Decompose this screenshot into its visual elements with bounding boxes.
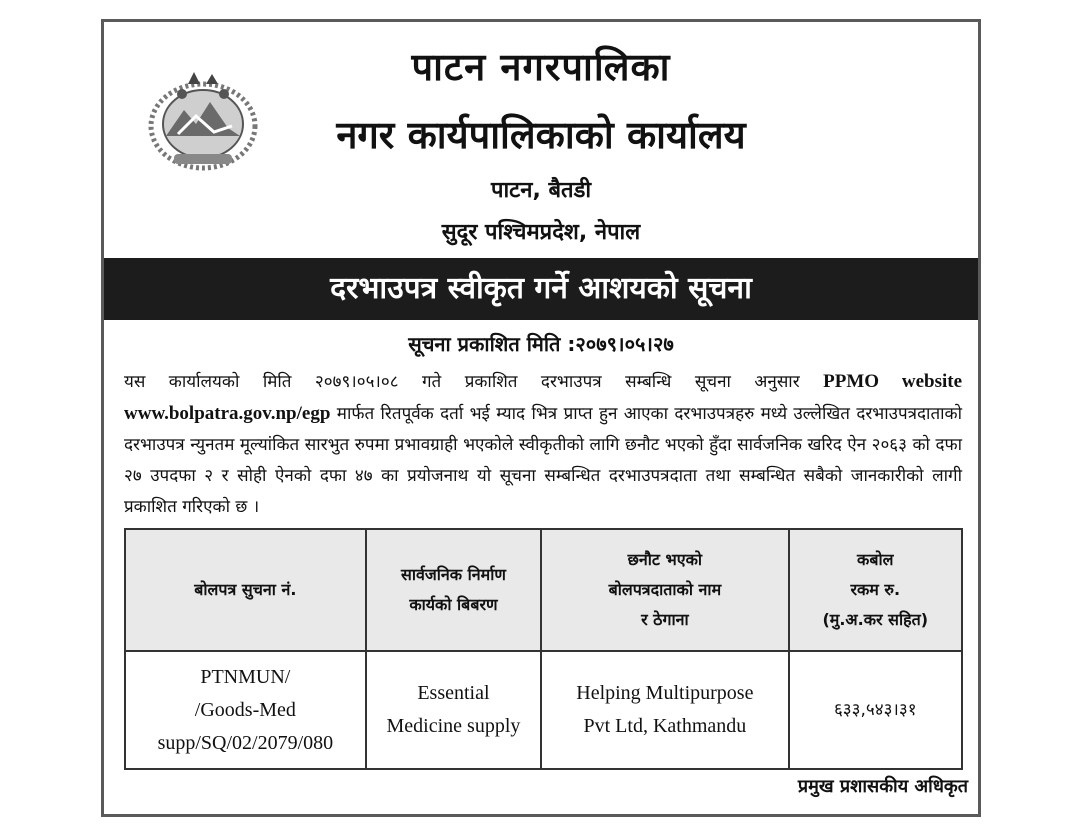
header-work-line2: कार्यको बिबरण — [409, 595, 498, 614]
notice-body-part1: यस कार्यालयको मिति २०७९।०५।०८ गते प्रकाशित दरभाउपत्र सम्बन्धि सूचना अनुसार — [124, 372, 824, 392]
award-table — [124, 528, 963, 770]
signatory: प्रमुख प्रशासकीय अधिकृत — [797, 776, 968, 797]
cell-bidder — [541, 651, 788, 769]
header-bidder — [541, 529, 788, 651]
cell-work-description — [366, 651, 542, 769]
header-work-description — [366, 529, 542, 651]
notice-frame — [101, 19, 981, 817]
published-date: सूचना प्रकाशित मिति :२०७९।०५।२७ — [408, 332, 674, 356]
header-work-line1: सार्वजनिक निर्माण — [401, 565, 506, 584]
notice-title-banner: दरभाउपत्र स्वीकृत गर्ने आशयको सूचना — [104, 258, 978, 320]
address-line-2: सुदूर पश्चिमप्रदेश, नेपाल — [441, 220, 641, 245]
municipality-name: पाटन नगरपालिका — [411, 45, 671, 89]
bidder-line1: Helping Multipurpose — [576, 682, 754, 704]
header-amount-line1: कबोल — [857, 550, 894, 569]
ppmo-website-text: PPMO website www.bolpatra.gov.np/egp — [124, 371, 962, 424]
cell-amount: ६३३,५४३।३१ — [789, 651, 962, 769]
header-bidder-line2: बोलपत्रदाताको नाम — [608, 580, 722, 599]
bidder-line2: Pvt Ltd, Kathmandu — [583, 715, 747, 737]
notice-body-part2: मार्फत रितपूर्वक दर्ता भई म्याद भित्र प्राप्त हुन आएका दरभाउपत्रहरु मध्ये उल्लेखित दरभाउपत्रदाताको दरभाउपत्र न्युनतम मूल्यांकित सारभुत रुपमा प्रभावग्राही भएकोले स्वीकृतीको लागि छनौट भएको हुँदा सार्वजनिक खरिद ऐन २०६३ को दफा २७ उपदफा २ र सोही ऐनको दफा ४७ का प्रयोजनाथ यो सूचना सम्बन्धित दरभाउपत्रदाता तथा सम्बन्धित सबैको जानकारीको लागी प्रकाशित गरिएको छ । — [124, 404, 962, 517]
office-name: नगर कार्यपालिकाको कार्यालय — [336, 113, 746, 157]
header-bidder-line1: छनौट भएको — [627, 550, 703, 569]
header-amount — [789, 529, 962, 651]
notice-number-line1: PTNMUN/ — [200, 665, 291, 688]
header-bidder-line3: र ठेगाना — [641, 610, 689, 629]
work-line1: Essential — [417, 682, 490, 704]
notice-body — [124, 366, 962, 523]
notice-number-line3: supp/SQ/02/2079/080 — [157, 731, 334, 754]
address-line-1: पाटन, बैतडी — [490, 178, 592, 203]
table-row — [125, 651, 962, 769]
cell-notice-number — [125, 651, 366, 769]
work-line2: Medicine supply — [386, 715, 521, 737]
notice-number-line2: /Goods-Med — [194, 698, 296, 721]
header-amount-line3: (मु.अ.कर सहित) — [822, 610, 929, 629]
header-notice-number-label: बोलपत्र सुचना नं. — [194, 580, 297, 599]
header-amount-line2: रकम रु. — [850, 580, 901, 599]
header-notice-number — [125, 529, 366, 651]
table-header-row — [125, 529, 962, 651]
